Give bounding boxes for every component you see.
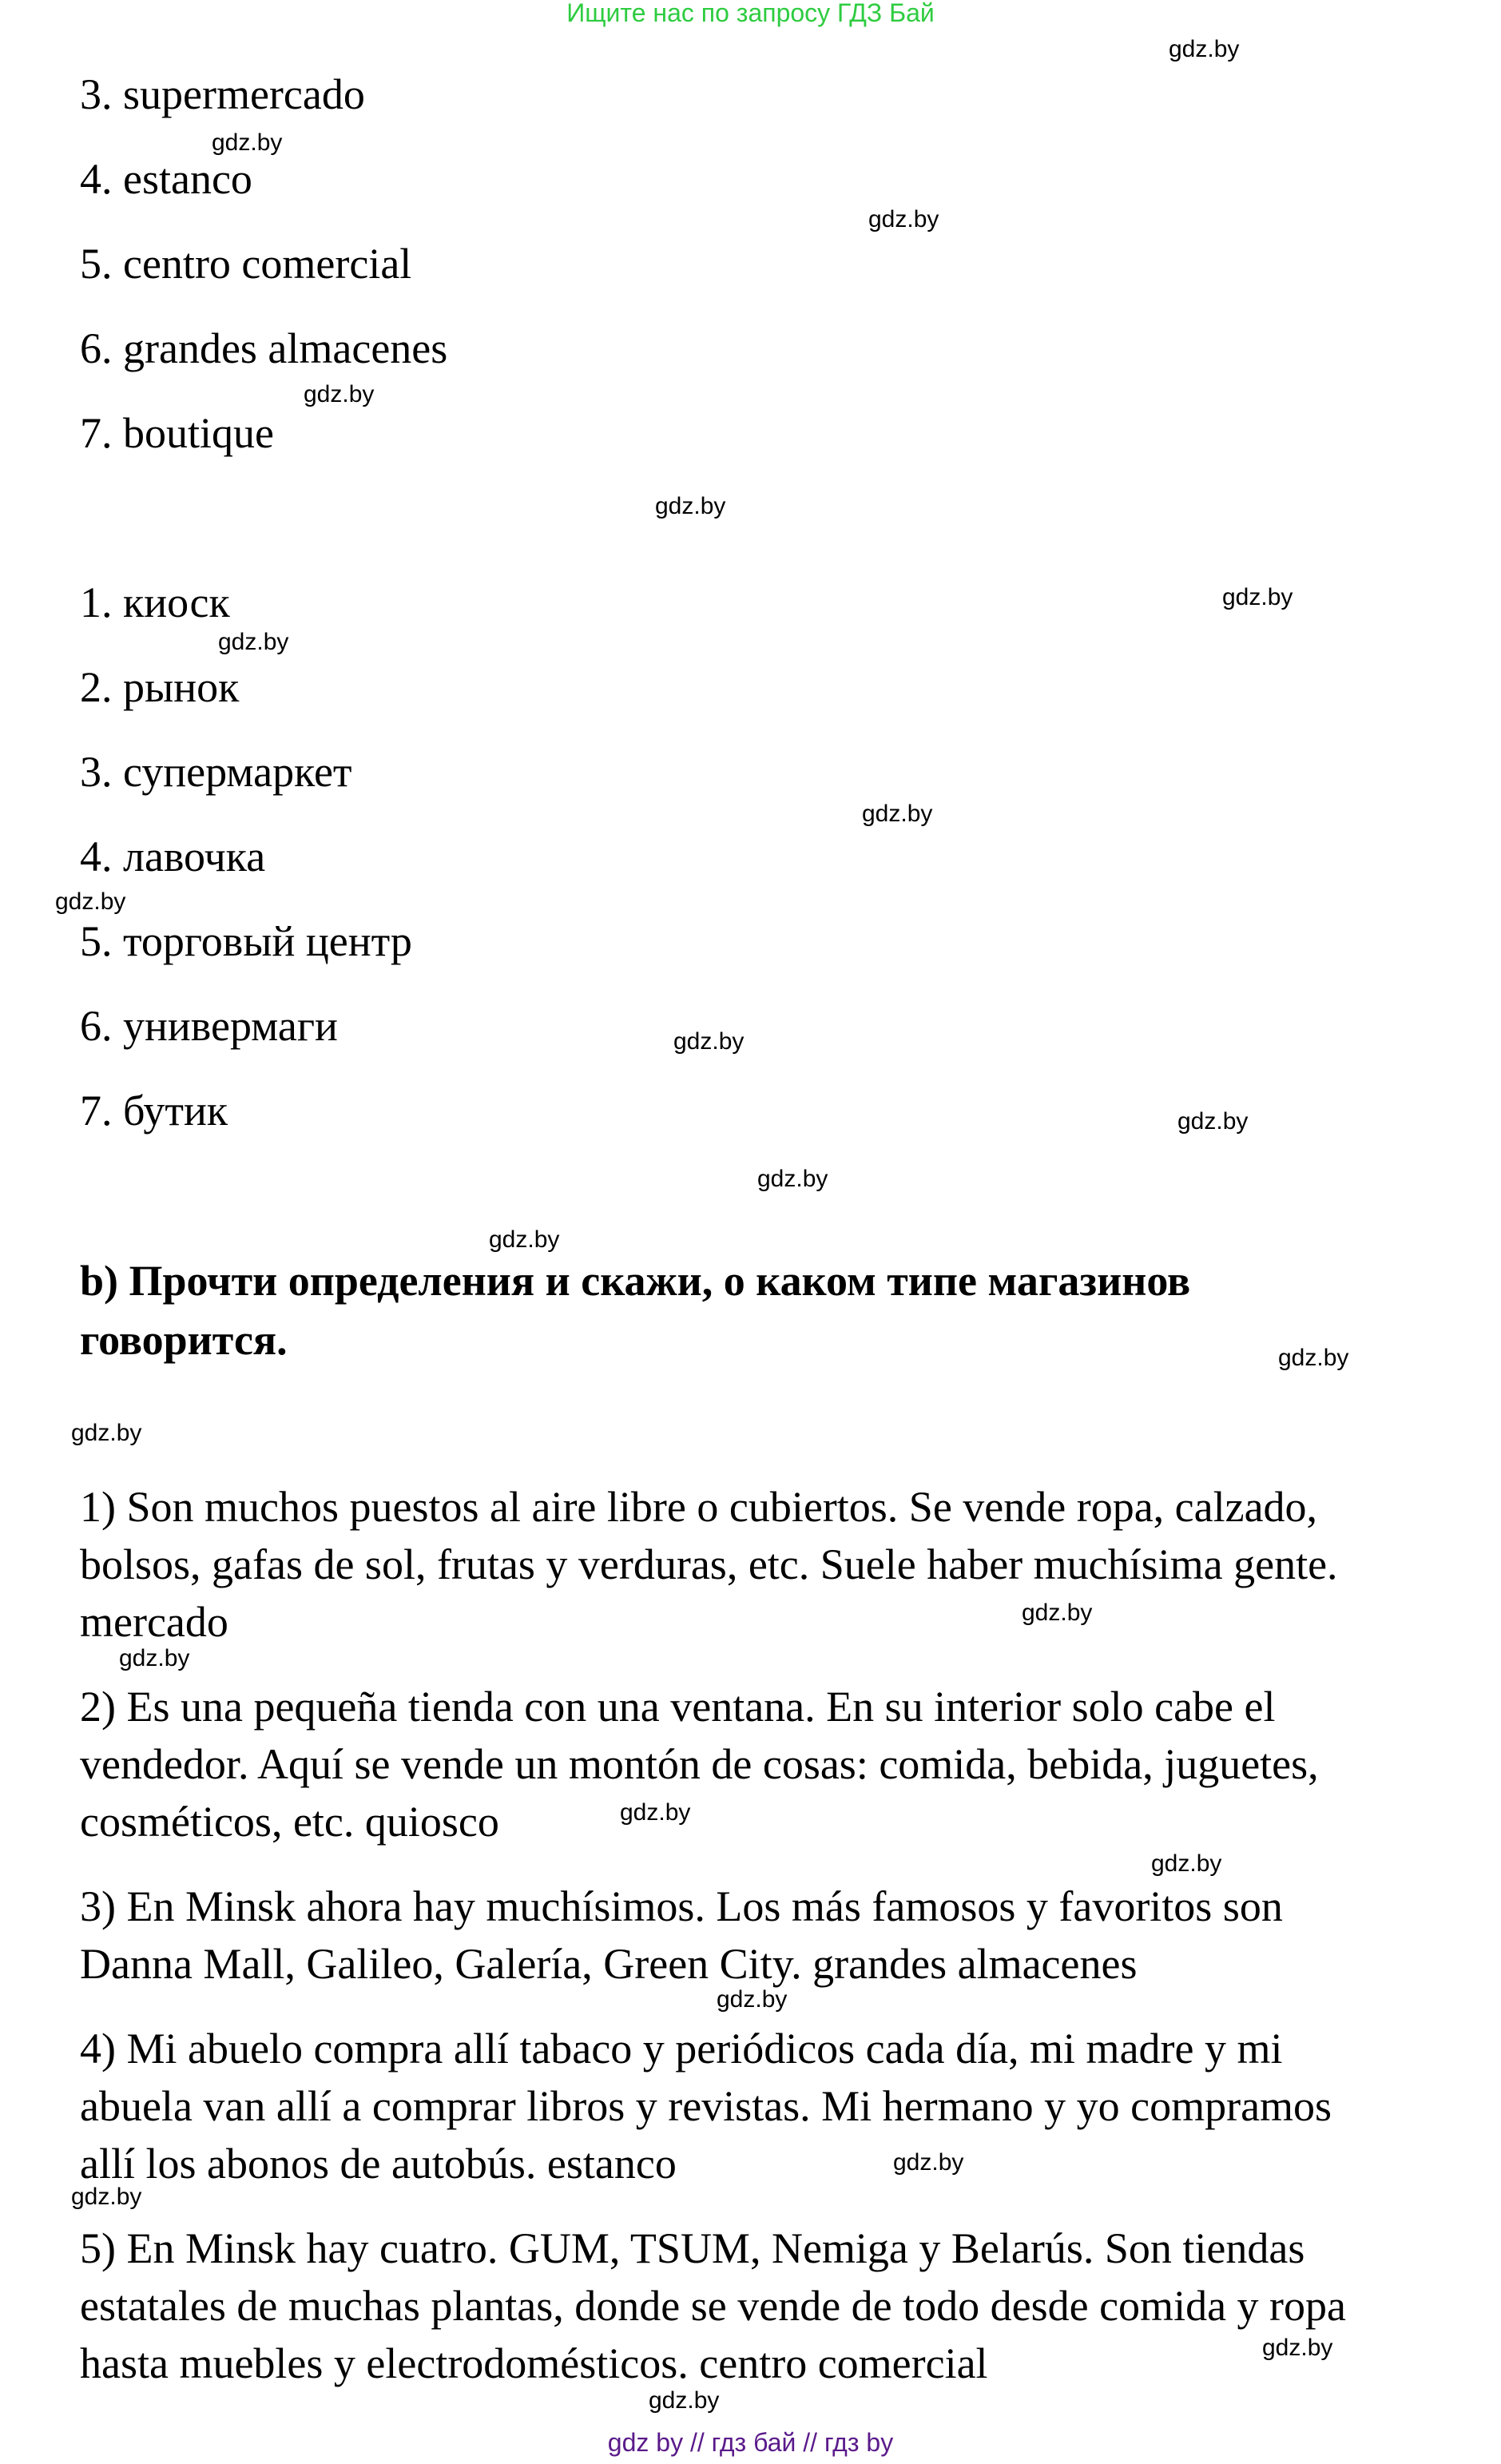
- task-b-heading-line2: говорится.: [80, 1316, 288, 1364]
- spanish-list-item: 5. centro comercial: [80, 240, 412, 288]
- spanish-list-item: 7. boutique: [80, 409, 274, 457]
- watermark: gdz.by: [71, 2184, 142, 2210]
- definition-line: estatales de muchas plantas, donde se vende de todo desde comida y ropa: [80, 2282, 1346, 2330]
- russian-list-item: 4. лавочка: [80, 833, 266, 880]
- watermark: gdz.by: [1169, 36, 1240, 62]
- definition-line: 3) En Minsk ahora hay muchísimos. Los más famosos y favoritos son: [80, 1882, 1283, 1930]
- watermark: gdz.by: [1262, 2335, 1333, 2361]
- definition-line: Danna Mall, Galileo, Galería, Green City. grandes almacenes: [80, 1940, 1138, 1988]
- spanish-list-item: 6. grandes almacenes: [80, 324, 448, 372]
- watermark: gdz.by: [1177, 1108, 1249, 1135]
- watermark: gdz.by: [55, 888, 126, 915]
- watermark: gdz.by: [655, 493, 726, 519]
- spanish-list-item: 3. supermercado: [80, 70, 365, 118]
- definition-line: allí los abonos de autobús. estanco: [80, 2140, 677, 2188]
- definition-line: abuela van allí a comprar libros y revistas. Mi hermano y yo compramos: [80, 2082, 1332, 2130]
- definition-answer: mercado: [80, 1598, 228, 1646]
- definition-line: cosméticos, etc. quiosco: [80, 1798, 499, 1846]
- watermark: gdz.by: [1151, 1850, 1222, 1877]
- russian-list-item: 1. киоск: [80, 578, 230, 626]
- definition-line: hasta muebles y electrodomésticos. centro comercial: [80, 2339, 988, 2387]
- russian-list-item: 5. торговый центр: [80, 917, 412, 965]
- watermark: gdz.by: [119, 1645, 190, 1671]
- watermark: gdz.by: [1278, 1345, 1349, 1371]
- definition-3: [80, 1878, 1283, 1993]
- top-banner: Ищите нас по запросу ГДЗ Бай: [566, 0, 935, 27]
- watermark: gdz.by: [218, 629, 289, 655]
- spanish-list-item: 4. estanco: [80, 155, 252, 203]
- definition-line: vendedor. Aquí se vende un montón de cosas: comida, bebida, juguetes,: [80, 1740, 1319, 1788]
- watermark: gdz.by: [1022, 1600, 1093, 1626]
- definition-line: 2) Es una pequeña tienda con una ventana. En su interior solo cabe el: [80, 1683, 1276, 1731]
- definition-5: [80, 2220, 1346, 2392]
- watermark: gdz.by: [673, 1028, 745, 1055]
- definition-line: bolsos, gafas de sol, frutas y verduras, etc. Suele haber muchísima gente.: [80, 1540, 1338, 1588]
- watermark: gdz.by: [893, 2149, 964, 2176]
- watermark: gdz.by: [717, 1986, 788, 2013]
- footer-links: gdz by // гдз бай // гдз by: [607, 2428, 894, 2457]
- watermark: gdz.by: [649, 2387, 720, 2414]
- watermark: gdz.by: [620, 1799, 691, 1826]
- definition-4: [80, 2020, 1332, 2192]
- watermark: gdz.by: [71, 1420, 142, 1446]
- watermark: gdz.by: [757, 1166, 828, 1192]
- definition-2: [80, 1678, 1319, 1850]
- russian-list-item: 2. рынок: [80, 663, 240, 711]
- definition-1: [80, 1478, 1338, 1651]
- russian-list-item: 6. универмаги: [80, 1002, 338, 1050]
- russian-list-item: 7. бутик: [80, 1087, 228, 1135]
- watermark: gdz.by: [1222, 584, 1293, 610]
- definition-line: 1) Son muchos puestos al aire libre o cubiertos. Se vende ropa, calzado,: [80, 1483, 1318, 1531]
- watermark: gdz.by: [304, 381, 375, 407]
- task-b-heading-line1: b) Прочти определения и скажи, о каком типе магазинов: [80, 1257, 1191, 1305]
- definition-line: 4) Mi abuelo compra allí tabaco y periódicos cada día, mi madre y mi: [80, 2025, 1283, 2073]
- watermark: gdz.by: [862, 801, 933, 827]
- definition-line: 5) En Minsk hay cuatro. GUM, TSUM, Nemiga y Belarús. Son tiendas: [80, 2224, 1305, 2272]
- russian-list-item: 3. супермаркет: [80, 748, 352, 796]
- watermark: gdz.by: [212, 129, 283, 156]
- watermark: gdz.by: [489, 1226, 560, 1253]
- watermark: gdz.by: [868, 206, 939, 232]
